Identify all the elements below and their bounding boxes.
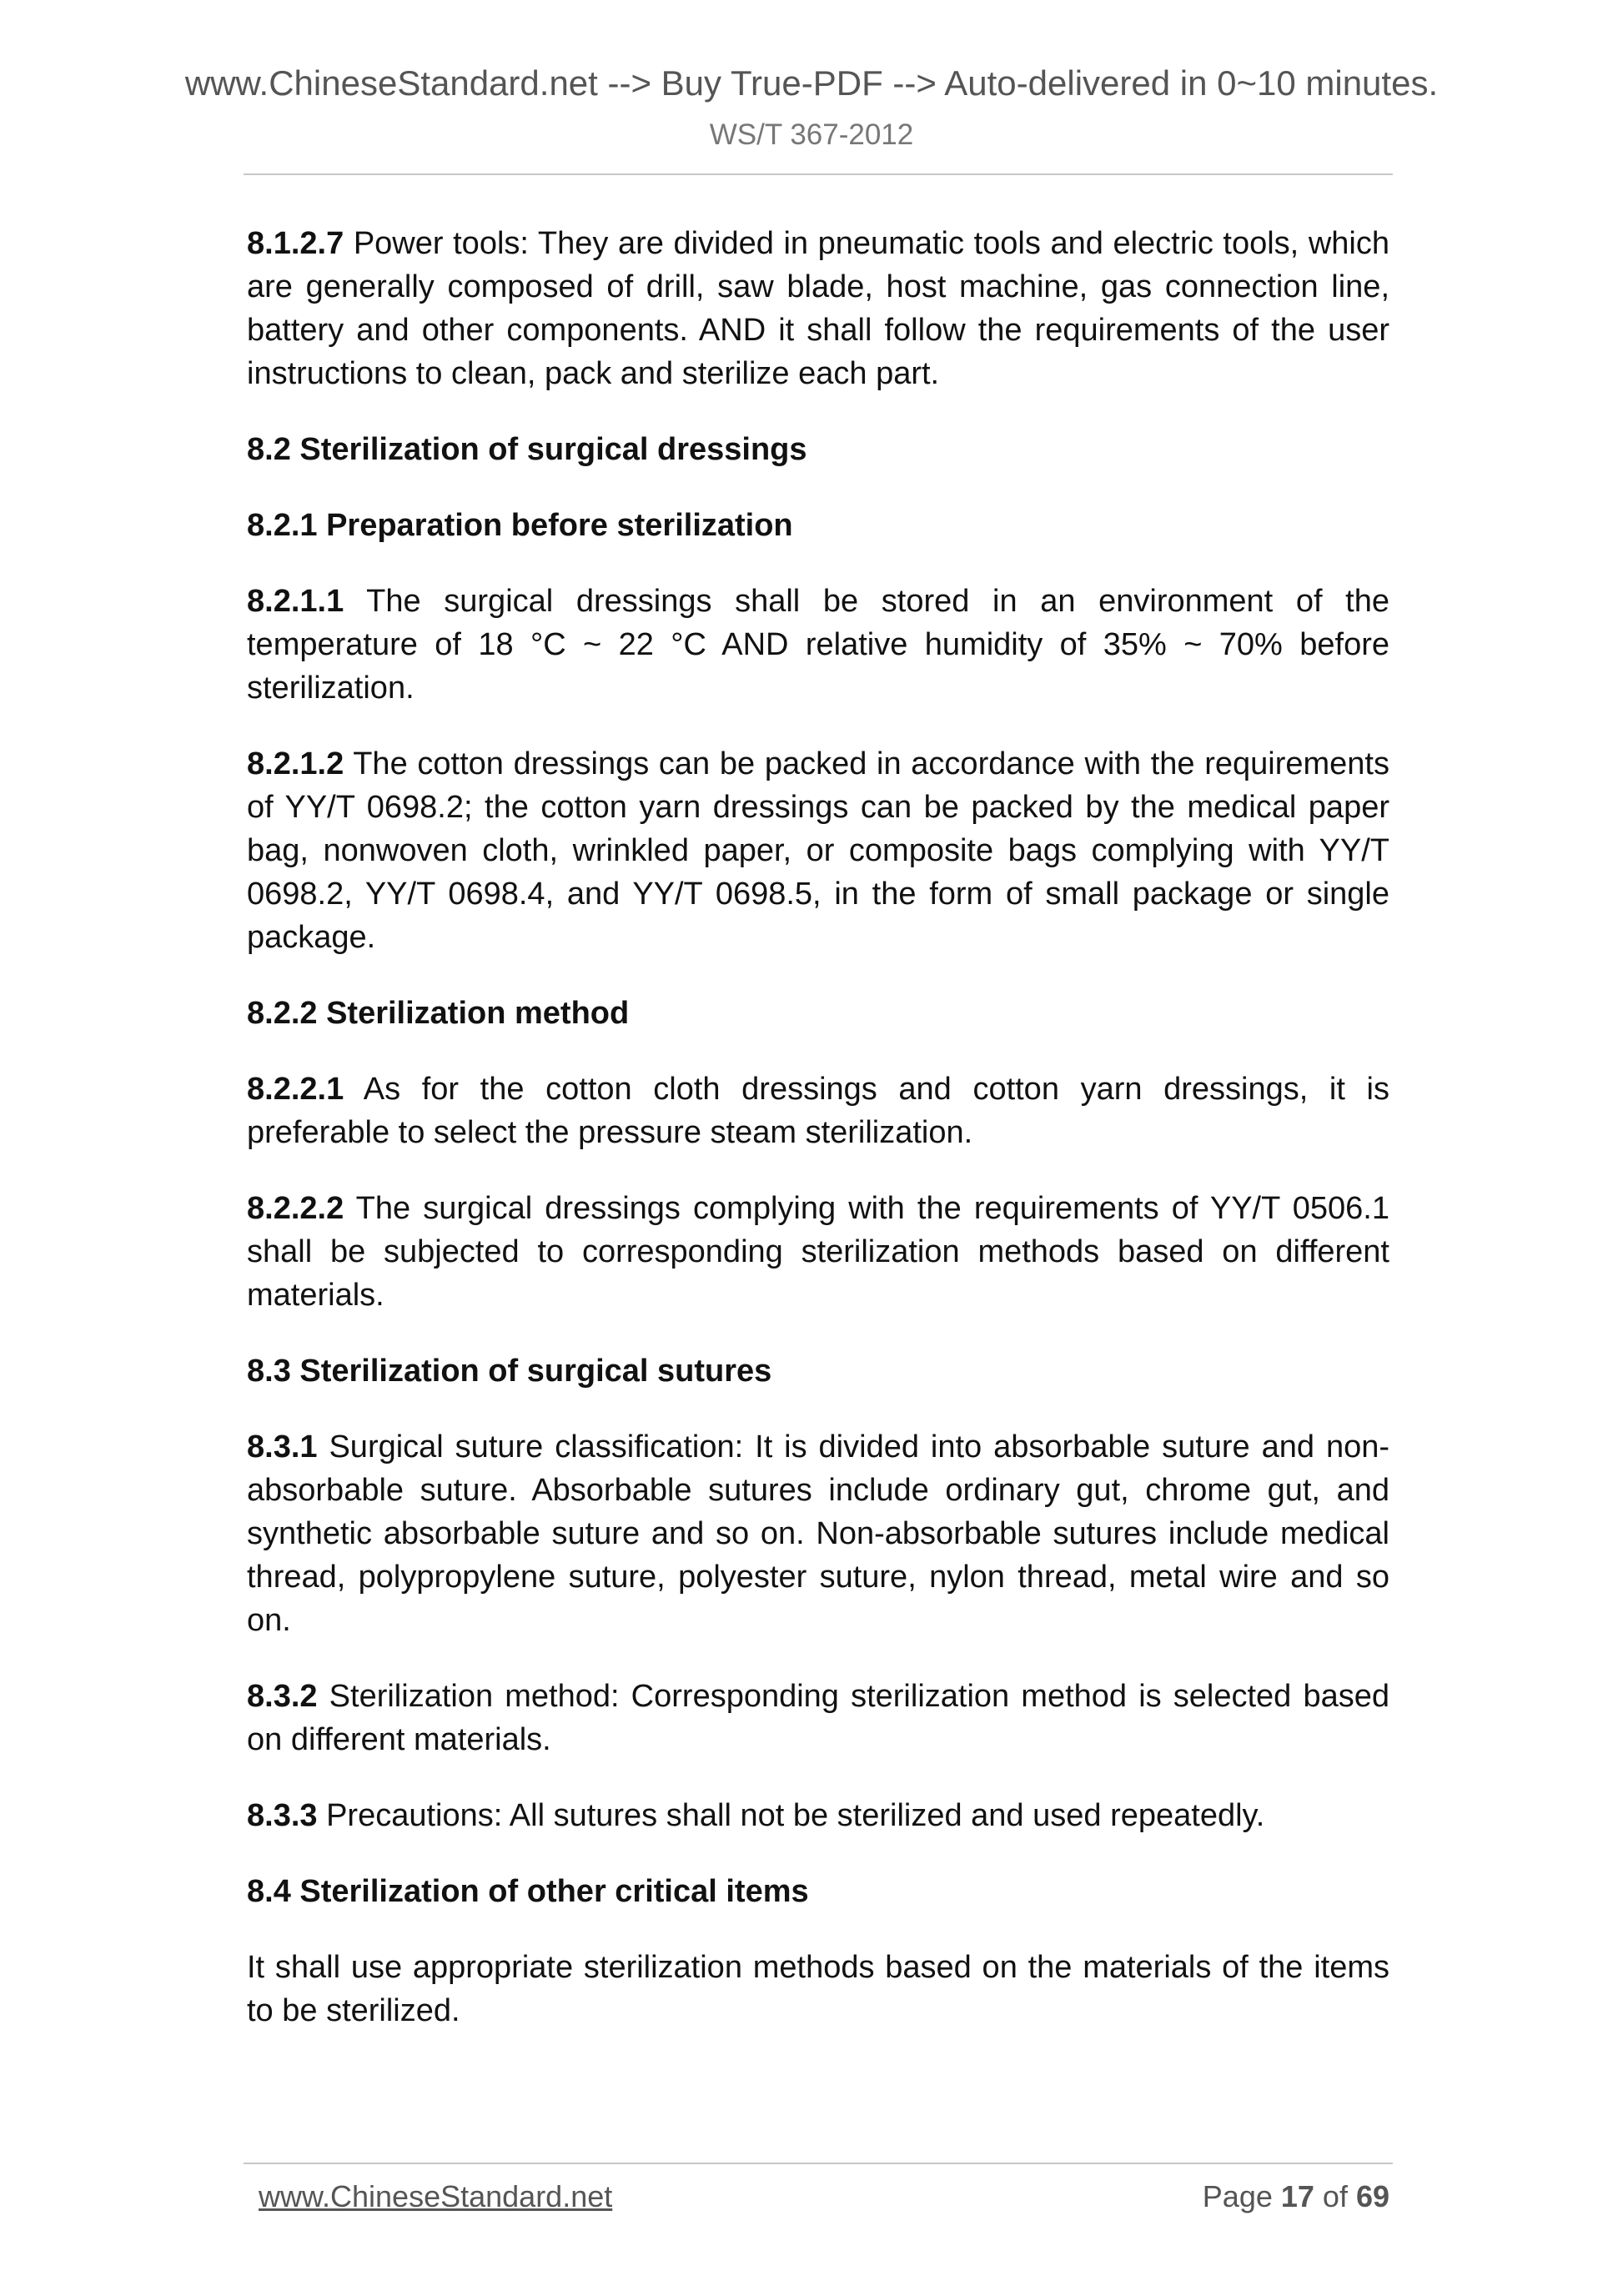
page-prefix: Page <box>1202 2179 1281 2213</box>
header-divider <box>244 173 1393 175</box>
clause-text: The surgical dressings complying with the requirements of YY/T 0506.1 shall be subjected to corresponding sterilization methods based on different materials. <box>247 1191 1389 1313</box>
clause-8-3-2 <box>247 1675 1389 1761</box>
clause-text: Precautions: All sutures shall not be sterilized and used repeatedly. <box>317 1798 1265 1833</box>
clause-8-2-2-1 <box>247 1068 1389 1154</box>
footer-site-link[interactable]: www.ChineseStandard.net <box>259 2179 613 2213</box>
heading-8-4: 8.4 Sterilization of other critical items <box>247 1874 809 1909</box>
clause-number: 8.2.1.1 <box>247 584 344 619</box>
clause-text: The surgical dressings shall be stored in an environment of the temperature of 18 °C ~ 22 °C AND relative humidity of 35% ~ 70% before sterilization. <box>247 584 1389 706</box>
clause-text: Sterilization method: Corresponding sterilization method is selected based on different materials. <box>247 1679 1389 1757</box>
site-banner: www.ChineseStandard.net --> Buy True-PDF --> Auto-delivered in 0~10 minutes. <box>184 63 1439 103</box>
clause-text: As for the cotton cloth dressings and cotton yarn dressings, it is preferable to select the pressure steam sterilization. <box>247 1072 1389 1150</box>
document-body <box>247 222 1389 2032</box>
clause-number: 8.2.2.1 <box>247 1072 344 1107</box>
heading-8-3: 8.3 Sterilization of surgical sutures <box>247 1354 772 1389</box>
clause-number: 8.2.1.2 <box>247 746 344 781</box>
clause-number: 8.3.3 <box>247 1798 318 1833</box>
page-of: of <box>1314 2179 1356 2213</box>
clause-8-3-3 <box>247 1794 1389 1837</box>
page-current: 17 <box>1280 2179 1314 2213</box>
clause-8-2-2-2 <box>247 1187 1389 1317</box>
heading-8-2-2: 8.2.2 Sterilization method <box>247 996 630 1031</box>
standard-code: WS/T 367-2012 <box>709 118 914 151</box>
footer-divider <box>244 2163 1393 2164</box>
heading-8-2-1: 8.2.1 Preparation before sterilization <box>247 508 793 543</box>
page-total: 69 <box>1355 2179 1389 2213</box>
heading-8-2: 8.2 Sterilization of surgical dressings <box>247 432 807 467</box>
clause-8-2-1-1 <box>247 580 1389 710</box>
clause-8-1-2-7 <box>247 222 1389 395</box>
clause-text: The cotton dressings can be packed in accordance with the requirements of YY/T 0698.2; the cotton yarn dressings can be packed by the medical paper bag, nonwoven cloth, wrinkled paper, or composite bags complying with YY/T 0698.2, YY/T 0698.4, and YY/T 0698.5, in the form of small package or single package. <box>247 746 1389 955</box>
clause-number: 8.2.2.2 <box>247 1191 344 1226</box>
page-indicator <box>1203 2178 1389 2214</box>
clause-8-2-1-2 <box>247 742 1389 959</box>
clause-text: Surgical suture classification: It is divided into absorbable suture and non-absorbable suture. Absorbable sutures include ordinary gut, chrome gut, and synthetic absorbable suture and so on. Non-absorbable sutures include medical thread, polypropylene suture, polyester suture, nylon thread, metal wire and so on. <box>247 1429 1389 1638</box>
clause-number: 8.1.2.7 <box>247 226 344 261</box>
clause-text: Power tools: They are divided in pneumatic tools and electric tools, which are generally composed of drill, saw blade, host machine, gas connection line, battery and other components. AND it shall follow the requirements of the user instructions to clean, pack and sterilize each part. <box>247 226 1389 391</box>
clause-8-3-1 <box>247 1425 1389 1642</box>
clause-number: 8.3.1 <box>247 1429 318 1465</box>
clause-8-4-text: It shall use appropriate sterilization methods based on the materials of the items to be sterilized. <box>247 1950 1389 2028</box>
clause-number: 8.3.2 <box>247 1679 318 1714</box>
